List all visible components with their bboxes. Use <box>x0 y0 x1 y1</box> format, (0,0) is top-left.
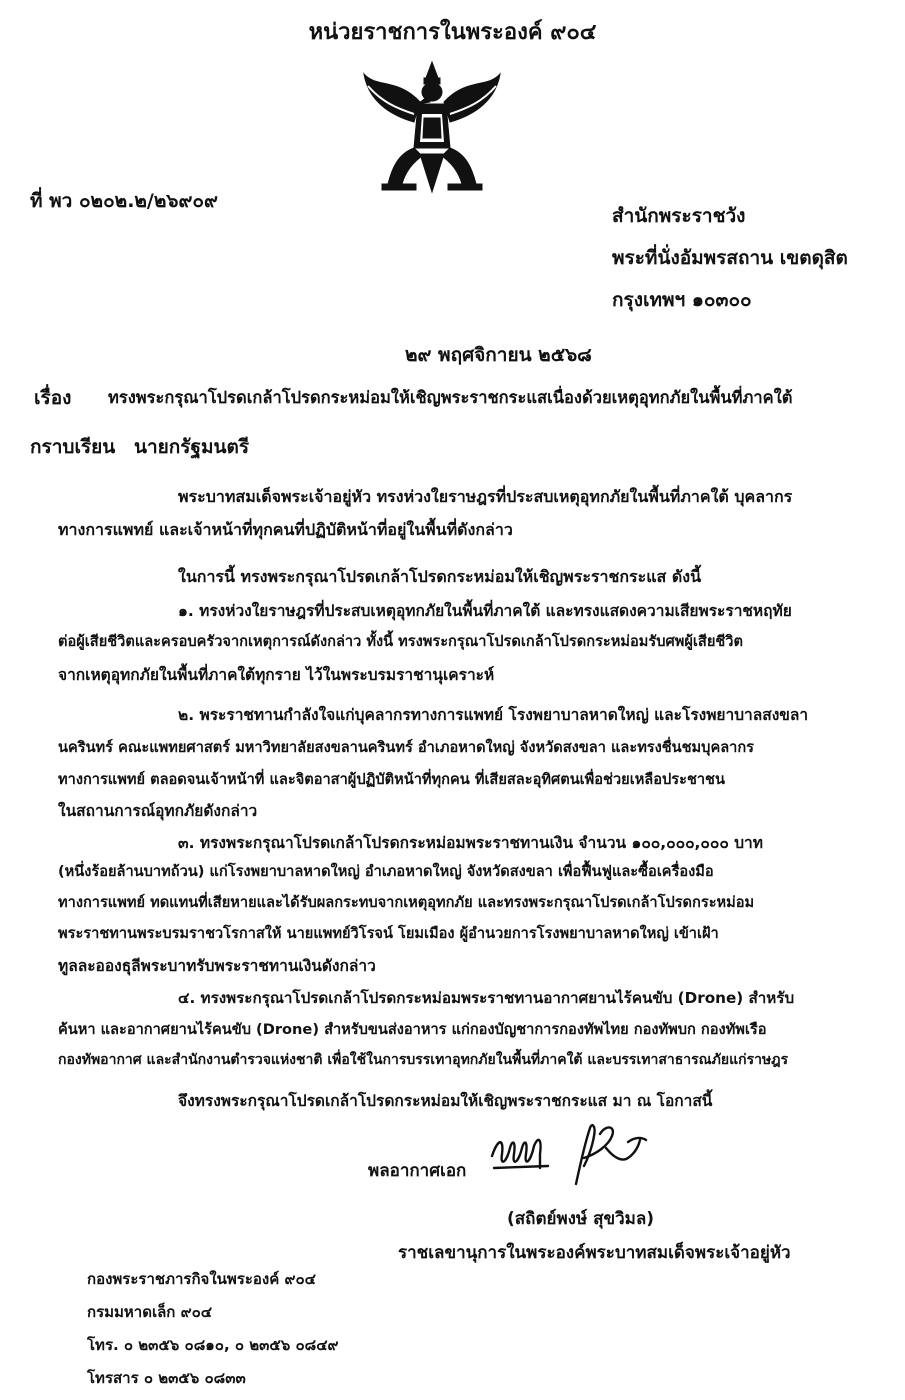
handwritten-signature <box>488 1118 658 1190</box>
signatory-rank: พลอากาศเอก <box>368 1161 467 1181</box>
item-4-line-2: ค้นหา และอากาศยานไร้คนขับ (Drone) สำหรับขนส่งอาหาร แก่กองบัญชาการกองทัพไทย กองทัพบก กองทัพเรือ <box>58 1021 767 1038</box>
item-1-line-2: ต่อผู้เสียชีวิตและครอบครัวจากเหตุการณ์ดังกล่าว ทั้งนี้ ทรงพระกรุณาโปรดเกล้าโปรดกระหม่อมรับศพผู้เสียชีวิต <box>58 633 743 650</box>
footer-department: กรมมหาดเล็ก ๙๐๔ <box>87 1303 213 1321</box>
item-4-line-1: ๔. ทรงพระกรุณาโปรดเกล้าโปรดกระหม่อมพระราชทานอากาศยานไร้คนขับ (Drone) สำหรับ <box>178 989 795 1007</box>
closing-line: จึงทรงพระกรุณาโปรดเกล้าโปรดกระหม่อมให้เชิญพระราชกระแส มา ณ โอกาสนี้ <box>178 1092 713 1110</box>
signatory-title: ราชเลขานุการในพระองค์พระบาทสมเด็จพระเจ้าอยู่หัว <box>398 1243 791 1263</box>
address-line-3: กรุงเทพฯ ๑๐๓๐๐ <box>612 289 752 311</box>
item-2-line-1: ๒. พระราชทานกำลังใจแก่บุคลากรทางการแพทย์ โรงพยาบาลหาดใหญ่ และโรงพยาบาลสงขลา <box>178 706 809 724</box>
footer-division: กองพระราชภารกิจในพระองค์ ๙๐๔ <box>87 1270 316 1288</box>
item-3-line-5: ทูลละอองธุลีพระบาทรับพระราชทานเงินดังกล่าว <box>58 957 376 975</box>
item-2-line-3: ทางการแพทย์ ตลอดจนเจ้าหน้าที่ และจิตอาสาผู้ปฏิบัติหน้าที่ทุกคน ที่เสียสละอุทิศตนเพื่อช่วยเหลือประชาชน <box>58 771 725 788</box>
item-3-line-4: พระราชทานพระบรมราชวโรกาสให้ นายแพทย์วิโรจน์ โยมเมือง ผู้อำนวยการโรงพยาบาลหาดใหญ่ เข้าเฝ้า <box>58 925 719 942</box>
intro-line-1: พระบาทสมเด็จพระเจ้าอยู่หัว ทรงห่วงใยราษฎรที่ประสบเหตุอุทกภัยในพื้นที่ภาคใต้ บุคลากร <box>178 487 793 506</box>
subject-label: เรื่อง <box>34 387 72 409</box>
footer-fax: โทรสาร ๐ ๒๓๕๖ ๐๘๓๓ <box>87 1369 246 1387</box>
letter-date: ๒๙ พฤศจิกายน ๒๕๖๘ <box>405 344 592 366</box>
item-3-line-2: (หนึ่งร้อยล้านบาทถ้วน) แก่โรงพยาบาลหาดใหญ่ อำเภอหาดใหญ่ จังหวัดสงขลา เพื่อฟื้นฟูและซื้อเครื่องมือ <box>58 863 714 880</box>
garuda-emblem-icon <box>358 58 506 198</box>
item-4-line-3: กองทัพอากาศ และสำนักงานตำรวจแห่งชาติ เพื่อใช้ในการบรรเทาอุทกภัยในพื้นที่ภาคใต้ และบรรเทาสาธารณภัยแก่ราษฎร <box>58 1052 789 1068</box>
item-3-line-3: ทางการแพทย์ ทดแทนที่เสียหายและได้รับผลกระทบจากเหตุอุทกภัย และทรงพระกรุณาโปรดเกล้าโปรดกระหม่อม <box>58 894 755 911</box>
signatory-name: (สถิตย์พงษ์ สุขวิมล) <box>507 1209 655 1229</box>
lead-line: ในการนี้ ทรงพระกรุณาโปรดเกล้าโปรดกระหม่อมให้เชิญพระราชกระแส ดังนี้ <box>178 567 702 586</box>
subject-text: ทรงพระกรุณาโปรดเกล้าโปรดกระหม่อมให้เชิญพระราชกระแสเนื่องด้วยเหตุอุทกภัยในพื้นที่ภาคใต้ <box>108 388 793 407</box>
salutation-label: กราบเรียน <box>30 436 116 458</box>
footer-phone: โทร. ๐ ๒๓๕๖ ๐๘๑๐, ๐ ๒๓๕๖ ๐๘๔๙ <box>87 1336 339 1354</box>
address-line-2: พระที่นั่งอัมพรสถาน เขตดุสิต <box>612 247 848 269</box>
intro-line-2: ทางการแพทย์ และเจ้าหน้าที่ทุกคนที่ปฏิบัติหน้าที่อยู่ในพื้นที่ดังกล่าว <box>58 520 513 539</box>
salutation-recipient: นายกรัฐมนตรี <box>134 436 250 458</box>
item-3-line-1: ๓. ทรงพระกรุณาโปรดเกล้าโปรดกระหม่อมพระราชทานเงิน จำนวน ๑๐๐,๐๐๐,๐๐๐ บาท <box>178 834 763 852</box>
address-line-1: สำนักพระราชวัง <box>612 205 746 227</box>
item-1-line-3: จากเหตุอุทกภัยในพื้นที่ภาคใต้ทุกราย ไว้ในพระบรมราชานุเคราะห์ <box>58 666 495 684</box>
item-2-line-2: นครินทร์ คณะแพทยศาสตร์ มหาวิทยาลัยสงขลานครินทร์ อำเภอหาดใหญ่ จังหวัดสงขลา และทรงชื่นชมบุคลากร <box>58 739 755 756</box>
agency-title: หน่วยราชการในพระองค์ ๙๐๔ <box>308 20 597 45</box>
item-1-line-1: ๑. ทรงห่วงใยราษฎรที่ประสบเหตุอุทกภัยในพื้นที่ภาคใต้ และทรงแสดงความเสียพระราชหฤทัย <box>178 602 792 620</box>
reference-number: ที่ พว ๐๒๐๒.๒/๒๖๙๐๙ <box>30 190 218 212</box>
item-2-line-4: ในสถานการณ์อุทกภัยดังกล่าว <box>58 802 258 820</box>
